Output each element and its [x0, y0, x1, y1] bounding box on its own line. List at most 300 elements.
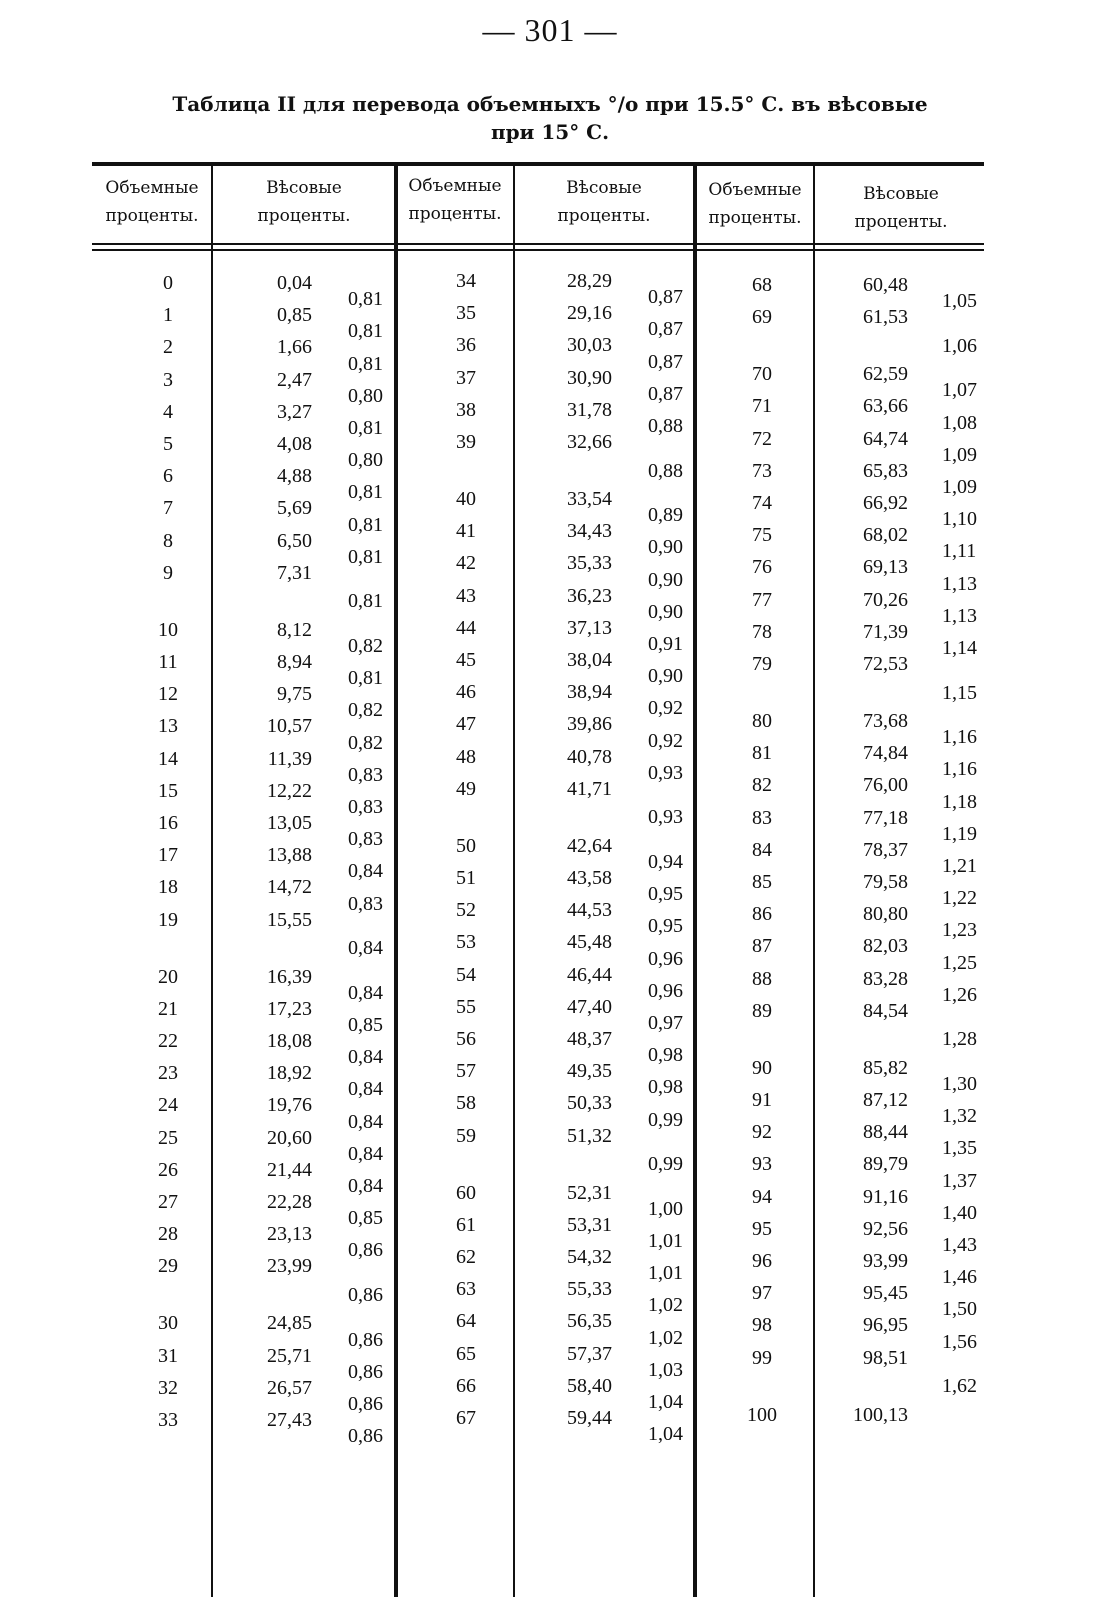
volume-percent-cell: 59 — [456, 1124, 476, 1147]
volume-percent-cell: 91 — [752, 1089, 772, 1111]
volume-percent-cell: 0 — [163, 272, 173, 294]
difference-cell: 0,86 — [348, 1360, 383, 1383]
weight-percent-cell: 68,02 — [863, 524, 908, 547]
volume-percent-cell: 85 — [752, 871, 772, 893]
difference-cell: 1,13 — [942, 604, 977, 627]
difference-cell: 1,07 — [942, 379, 977, 402]
table-title: Таблица II для перевода объемныхъ °/o при 15.5° С. въ вѣсовые — [172, 92, 928, 116]
difference-cell: 0,84 — [348, 981, 383, 1004]
weight-percent-cell: 72,53 — [863, 653, 908, 675]
weight-percent-cell: 93,99 — [863, 1250, 908, 1272]
weight-percent-cell: 84,54 — [863, 999, 908, 1022]
weight-percent-cell: 4,88 — [277, 465, 312, 488]
weight-percent-cell: 24,85 — [267, 1312, 312, 1335]
section-divider — [394, 162, 398, 1597]
weight-percent-cell: 9,75 — [277, 683, 312, 706]
difference-cell: 0,80 — [348, 384, 383, 407]
difference-cell: 0,85 — [348, 1207, 383, 1230]
weight-percent-cell: 50,33 — [567, 1092, 612, 1115]
weight-percent-cell: 17,23 — [267, 997, 312, 1020]
volume-percent-cell: 34 — [456, 270, 476, 292]
weight-percent-cell: 27,43 — [267, 1409, 312, 1431]
weight-percent-cell: 30,03 — [567, 334, 612, 357]
weight-percent-cell: 91,16 — [863, 1185, 908, 1208]
volume-percent-cell: 98 — [752, 1314, 772, 1337]
weight-percent-cell: 59,44 — [567, 1407, 612, 1429]
volume-percent-cell: 89 — [752, 999, 772, 1022]
header-volume-percent: Объемные проценты. — [408, 176, 502, 224]
volume-percent-cell: 28 — [158, 1223, 178, 1246]
difference-cell: 1,09 — [942, 443, 977, 466]
weight-percent-cell: 33,54 — [567, 488, 612, 510]
difference-cell: 1,04 — [648, 1390, 683, 1413]
volume-percent-cell: 100 — [747, 1403, 777, 1426]
difference-cell: 1,37 — [942, 1169, 977, 1192]
volume-percent-cell: 51 — [456, 867, 476, 889]
weight-percent-cell: 2,47 — [277, 368, 312, 391]
volume-percent-cell: 17 — [158, 844, 178, 867]
difference-cell: 0,91 — [648, 632, 683, 655]
difference-cell: 1,02 — [648, 1326, 683, 1349]
weight-percent-cell: 18,08 — [267, 1030, 312, 1052]
difference-cell: 0,84 — [348, 1174, 383, 1197]
weight-percent-cell: 77,18 — [863, 806, 908, 829]
volume-percent-cell: 23 — [158, 1062, 178, 1085]
volume-percent-cell: 26 — [158, 1158, 178, 1181]
volume-percent-cell: 43 — [456, 584, 476, 607]
volume-percent-cell: 1 — [163, 304, 173, 327]
header-volume-percent: Объемные проценты. — [105, 178, 199, 226]
difference-cell: 1,16 — [942, 726, 977, 749]
difference-cell: 0,88 — [648, 459, 683, 482]
difference-cell: 1,28 — [942, 1028, 977, 1051]
volume-percent-cell: 22 — [158, 1030, 178, 1052]
difference-cell: 1,15 — [942, 681, 977, 704]
weight-percent-cell: 87,12 — [863, 1089, 908, 1111]
volume-percent-cell: 94 — [752, 1185, 772, 1208]
weight-percent-cell: 96,95 — [863, 1314, 908, 1337]
weight-percent-cell: 8,94 — [277, 651, 312, 673]
weight-percent-cell: 56,35 — [567, 1310, 612, 1333]
difference-cell: 0,92 — [648, 697, 683, 720]
difference-cell: 0,86 — [348, 1425, 383, 1448]
difference-cell: 0,81 — [348, 320, 383, 343]
weight-percent-cell: 23,13 — [267, 1223, 312, 1246]
difference-cell: 0,97 — [648, 1011, 683, 1034]
page-number: — 301 — — [482, 12, 618, 48]
weight-percent-cell: 5,69 — [277, 497, 312, 520]
weight-percent-cell: 85,82 — [863, 1056, 908, 1079]
weight-percent-cell: 0,85 — [277, 304, 312, 327]
weight-percent-cell: 23,99 — [267, 1255, 312, 1278]
difference-cell: 0,83 — [348, 795, 383, 818]
weight-percent-cell: 58,40 — [567, 1374, 612, 1397]
volume-percent-cell: 66 — [456, 1374, 476, 1397]
volume-percent-cell: 79 — [752, 653, 772, 675]
weight-percent-cell: 43,58 — [567, 867, 612, 889]
volume-percent-cell: 14 — [158, 747, 178, 770]
difference-cell: 0,83 — [348, 828, 383, 851]
difference-cell: 0,90 — [648, 600, 683, 623]
volume-percent-cell: 81 — [752, 742, 772, 765]
weight-percent-cell: 34,43 — [567, 520, 612, 543]
column-divider — [813, 162, 815, 1597]
difference-cell: 0,96 — [648, 979, 683, 1002]
weight-percent-cell: 45,48 — [567, 931, 612, 954]
difference-cell: 1,21 — [942, 854, 977, 877]
weight-percent-cell: 83,28 — [863, 967, 908, 990]
difference-cell: 1,13 — [942, 572, 977, 595]
weight-percent-cell: 29,16 — [567, 302, 612, 325]
volume-percent-cell: 96 — [752, 1250, 772, 1272]
difference-cell: 1,30 — [942, 1072, 977, 1095]
header-weight-percent: Вѣсовые проценты. — [854, 184, 948, 232]
volume-percent-cell: 30 — [158, 1312, 178, 1335]
volume-percent-cell: 87 — [752, 935, 772, 958]
volume-percent-cell: 12 — [158, 683, 178, 706]
volume-percent-cell: 72 — [752, 427, 772, 450]
volume-percent-cell: 84 — [752, 838, 772, 861]
difference-cell: 1,03 — [648, 1358, 683, 1381]
volume-percent-cell: 20 — [158, 965, 178, 988]
volume-percent-cell: 25 — [158, 1126, 178, 1149]
section-divider — [693, 162, 697, 1597]
difference-cell: 0,94 — [648, 850, 683, 873]
weight-percent-cell: 100,13 — [853, 1403, 908, 1426]
weight-percent-cell: 80,80 — [863, 903, 908, 926]
weight-percent-cell: 35,33 — [567, 552, 612, 575]
column-divider — [211, 162, 213, 1597]
volume-percent-cell: 9 — [163, 561, 173, 584]
difference-cell: 1,16 — [942, 758, 977, 781]
volume-percent-cell: 42 — [456, 552, 476, 575]
weight-percent-cell: 88,44 — [863, 1121, 908, 1144]
volume-percent-cell: 19 — [158, 908, 178, 931]
weight-percent-cell: 40,78 — [567, 745, 612, 768]
volume-percent-cell: 11 — [158, 651, 178, 673]
volume-percent-cell: 69 — [752, 306, 772, 329]
difference-cell: 1,40 — [942, 1201, 977, 1224]
difference-cell: 0,86 — [348, 1392, 383, 1415]
difference-cell: 1,56 — [942, 1330, 977, 1353]
difference-cell: 1,32 — [942, 1105, 977, 1128]
difference-cell: 1,62 — [942, 1375, 977, 1398]
difference-cell: 0,87 — [648, 318, 683, 341]
difference-cell: 1,01 — [648, 1229, 683, 1252]
weight-percent-cell: 37,13 — [567, 616, 612, 639]
difference-cell: 0,95 — [648, 915, 683, 938]
volume-percent-cell: 3 — [163, 368, 173, 391]
volume-percent-cell: 49 — [456, 777, 476, 800]
weight-percent-cell: 38,94 — [567, 681, 612, 704]
weight-percent-cell: 38,04 — [567, 649, 612, 671]
volume-percent-cell: 5 — [163, 433, 173, 455]
weight-percent-cell: 18,92 — [267, 1062, 312, 1085]
weight-percent-cell: 4,08 — [277, 433, 312, 455]
weight-percent-cell: 42,64 — [567, 834, 612, 857]
weight-percent-cell: 66,92 — [863, 492, 908, 514]
difference-cell: 0,99 — [648, 1108, 683, 1131]
difference-cell: 0,83 — [348, 892, 383, 915]
weight-percent-cell: 46,44 — [567, 963, 612, 986]
difference-cell: 0,81 — [348, 545, 383, 568]
volume-percent-cell: 74 — [752, 492, 772, 514]
difference-cell: 1,05 — [942, 290, 977, 313]
difference-cell: 0,84 — [348, 1046, 383, 1069]
weight-percent-cell: 44,53 — [567, 899, 612, 922]
volume-percent-cell: 77 — [752, 588, 772, 611]
weight-percent-cell: 61,53 — [863, 306, 908, 329]
volume-percent-cell: 16 — [158, 812, 178, 834]
weight-percent-cell: 48,37 — [567, 1028, 612, 1050]
column-divider — [513, 162, 515, 1597]
difference-cell: 0,90 — [648, 665, 683, 688]
volume-percent-cell: 33 — [158, 1409, 178, 1431]
weight-percent-cell: 31,78 — [567, 398, 612, 421]
difference-cell: 1,26 — [942, 983, 977, 1006]
volume-percent-cell: 39 — [456, 431, 476, 453]
difference-cell: 0,80 — [348, 449, 383, 472]
difference-cell: 0,98 — [648, 1044, 683, 1067]
weight-percent-cell: 30,90 — [567, 366, 612, 389]
weight-percent-cell: 73,68 — [863, 710, 908, 732]
weight-percent-cell: 70,26 — [863, 588, 908, 611]
difference-cell: 1,01 — [648, 1262, 683, 1285]
difference-cell: 0,86 — [348, 1239, 383, 1262]
volume-percent-cell: 15 — [158, 779, 178, 802]
difference-cell: 0,92 — [648, 729, 683, 752]
weight-percent-cell: 51,32 — [567, 1124, 612, 1147]
weight-percent-cell: 47,40 — [567, 995, 612, 1018]
volume-percent-cell: 52 — [456, 899, 476, 922]
difference-cell: 1,35 — [942, 1137, 977, 1160]
volume-percent-cell: 61 — [456, 1213, 476, 1236]
difference-cell: 0,85 — [348, 1013, 383, 1036]
difference-cell: 0,88 — [648, 414, 683, 437]
weight-percent-cell: 3,27 — [277, 400, 312, 423]
weight-percent-cell: 89,79 — [863, 1153, 908, 1176]
header-rule-upper — [92, 243, 984, 245]
difference-cell: 1,02 — [648, 1294, 683, 1317]
weight-percent-cell: 21,44 — [267, 1158, 312, 1181]
difference-cell: 1,43 — [942, 1233, 977, 1256]
difference-cell: 1,00 — [648, 1197, 683, 1220]
difference-cell: 0,90 — [648, 568, 683, 591]
volume-percent-cell: 13 — [158, 715, 178, 738]
volume-percent-cell: 18 — [158, 876, 178, 899]
difference-cell: 0,81 — [348, 667, 383, 690]
difference-cell: 0,87 — [648, 350, 683, 373]
volume-percent-cell: 24 — [158, 1094, 178, 1117]
weight-percent-cell: 16,39 — [267, 965, 312, 988]
weight-percent-cell: 53,31 — [567, 1213, 612, 1236]
difference-cell: 0,81 — [348, 352, 383, 375]
volume-percent-cell: 40 — [456, 488, 476, 510]
difference-cell: 1,25 — [942, 951, 977, 974]
volume-percent-cell: 73 — [752, 459, 772, 482]
weight-percent-cell: 71,39 — [863, 620, 908, 643]
weight-percent-cell: 25,71 — [267, 1344, 312, 1367]
volume-percent-cell: 80 — [752, 710, 772, 732]
volume-percent-cell: 37 — [456, 366, 476, 389]
weight-percent-cell: 32,66 — [567, 431, 612, 453]
header-weight-percent: Вѣсовые проценты. — [257, 178, 351, 226]
difference-cell: 0,90 — [648, 536, 683, 559]
weight-percent-cell: 98,51 — [863, 1346, 908, 1369]
volume-percent-cell: 83 — [752, 806, 772, 829]
difference-cell: 0,86 — [348, 1328, 383, 1351]
weight-percent-cell: 57,37 — [567, 1342, 612, 1365]
header-volume-percent: Объемные проценты. — [708, 180, 802, 228]
difference-cell: 1,46 — [942, 1266, 977, 1289]
difference-cell: 1,14 — [942, 636, 977, 659]
volume-percent-cell: 65 — [456, 1342, 476, 1365]
volume-percent-cell: 99 — [752, 1346, 772, 1369]
volume-percent-cell: 2 — [163, 336, 173, 359]
volume-percent-cell: 6 — [163, 465, 173, 488]
volume-percent-cell: 75 — [752, 524, 772, 547]
volume-percent-cell: 4 — [163, 400, 173, 423]
weight-percent-cell: 39,86 — [567, 713, 612, 736]
volume-percent-cell: 31 — [158, 1344, 178, 1367]
difference-cell: 0,86 — [348, 1283, 383, 1306]
difference-cell: 1,50 — [942, 1298, 977, 1321]
weight-percent-cell: 8,12 — [277, 618, 312, 641]
weight-percent-cell: 55,33 — [567, 1278, 612, 1301]
volume-percent-cell: 8 — [163, 529, 173, 552]
weight-percent-cell: 28,29 — [567, 270, 612, 292]
weight-percent-cell: 10,57 — [267, 715, 312, 738]
difference-cell: 1,11 — [942, 540, 977, 563]
volume-percent-cell: 95 — [752, 1217, 772, 1240]
difference-cell: 1,23 — [942, 919, 977, 942]
difference-cell: 0,81 — [348, 590, 383, 613]
difference-cell: 0,81 — [348, 288, 383, 311]
weight-percent-cell: 26,57 — [267, 1376, 312, 1399]
difference-cell: 0,87 — [648, 382, 683, 405]
volume-percent-cell: 92 — [752, 1121, 772, 1144]
volume-percent-cell: 67 — [456, 1407, 476, 1429]
weight-percent-cell: 95,45 — [863, 1282, 908, 1305]
volume-percent-cell: 60 — [456, 1181, 476, 1204]
volume-percent-cell: 56 — [456, 1028, 476, 1050]
weight-percent-cell: 41,71 — [567, 777, 612, 800]
difference-cell: 0,89 — [648, 504, 683, 527]
weight-percent-cell: 78,37 — [863, 838, 908, 861]
weight-percent-cell: 76,00 — [863, 774, 908, 797]
difference-cell: 0,98 — [648, 1076, 683, 1099]
weight-percent-cell: 65,83 — [863, 459, 908, 482]
volume-percent-cell: 90 — [752, 1056, 772, 1079]
volume-percent-cell: 41 — [456, 520, 476, 543]
difference-cell: 0,99 — [648, 1153, 683, 1176]
weight-percent-cell: 11,39 — [267, 747, 312, 770]
difference-cell: 0,83 — [348, 763, 383, 786]
volume-percent-cell: 76 — [752, 556, 772, 579]
volume-percent-cell: 93 — [752, 1153, 772, 1176]
weight-percent-cell: 92,56 — [863, 1217, 908, 1240]
volume-percent-cell: 70 — [752, 363, 772, 386]
volume-percent-cell: 64 — [456, 1310, 476, 1333]
difference-cell: 0,84 — [348, 1110, 383, 1133]
difference-cell: 0,81 — [348, 513, 383, 536]
weight-percent-cell: 49,35 — [567, 1060, 612, 1083]
volume-percent-cell: 68 — [752, 274, 772, 296]
weight-percent-cell: 22,28 — [267, 1191, 312, 1213]
volume-percent-cell: 21 — [158, 997, 178, 1020]
weight-percent-cell: 20,60 — [267, 1126, 312, 1149]
weight-percent-cell: 12,22 — [267, 779, 312, 802]
difference-cell: 0,84 — [348, 937, 383, 960]
difference-cell: 0,84 — [348, 1078, 383, 1101]
difference-cell: 1,09 — [942, 475, 977, 498]
difference-cell: 1,10 — [942, 508, 977, 531]
difference-cell: 0,81 — [348, 416, 383, 439]
volume-percent-cell: 32 — [158, 1376, 178, 1399]
weight-percent-cell: 82,03 — [863, 935, 908, 958]
volume-percent-cell: 35 — [456, 302, 476, 325]
difference-cell: 1,06 — [942, 334, 977, 357]
volume-percent-cell: 29 — [158, 1255, 178, 1278]
volume-percent-cell: 97 — [752, 1282, 772, 1305]
difference-cell: 0,93 — [648, 806, 683, 829]
weight-percent-cell: 64,74 — [863, 427, 908, 450]
volume-percent-cell: 47 — [456, 713, 476, 736]
weight-percent-cell: 36,23 — [567, 584, 612, 607]
volume-percent-cell: 54 — [456, 963, 476, 986]
weight-percent-cell: 79,58 — [863, 871, 908, 893]
weight-percent-cell: 6,50 — [277, 529, 312, 552]
volume-percent-cell: 10 — [158, 618, 178, 641]
volume-percent-cell: 82 — [752, 774, 772, 797]
volume-percent-cell: 53 — [456, 931, 476, 954]
weight-percent-cell: 54,32 — [567, 1246, 612, 1268]
volume-percent-cell: 36 — [456, 334, 476, 357]
difference-cell: 0,84 — [348, 1142, 383, 1165]
weight-percent-cell: 13,88 — [267, 844, 312, 867]
volume-percent-cell: 50 — [456, 834, 476, 857]
volume-percent-cell: 38 — [456, 398, 476, 421]
volume-percent-cell: 44 — [456, 616, 476, 639]
volume-percent-cell: 7 — [163, 497, 173, 520]
difference-cell: 0,87 — [648, 286, 683, 309]
difference-cell: 0,82 — [348, 634, 383, 657]
difference-cell: 1,04 — [648, 1423, 683, 1446]
difference-cell: 0,95 — [648, 883, 683, 906]
header-rule-lower — [92, 249, 984, 251]
difference-cell: 0,81 — [348, 481, 383, 504]
difference-cell: 1,18 — [942, 790, 977, 813]
weight-percent-cell: 1,66 — [277, 336, 312, 359]
weight-percent-cell: 7,31 — [277, 561, 312, 584]
difference-cell: 1,08 — [942, 411, 977, 434]
difference-cell: 0,84 — [348, 860, 383, 883]
volume-percent-cell: 58 — [456, 1092, 476, 1115]
volume-percent-cell: 45 — [456, 649, 476, 671]
weight-percent-cell: 74,84 — [863, 742, 908, 765]
table-title-line2: при 15° С. — [490, 120, 610, 144]
weight-percent-cell: 0,04 — [277, 272, 312, 294]
weight-percent-cell: 62,59 — [863, 363, 908, 386]
volume-percent-cell: 71 — [752, 395, 772, 418]
weight-percent-cell: 69,13 — [863, 556, 908, 579]
difference-cell: 0,82 — [348, 699, 383, 722]
difference-cell: 1,22 — [942, 887, 977, 910]
weight-percent-cell: 52,31 — [567, 1181, 612, 1204]
volume-percent-cell: 63 — [456, 1278, 476, 1301]
volume-percent-cell: 48 — [456, 745, 476, 768]
weight-percent-cell: 63,66 — [863, 395, 908, 418]
